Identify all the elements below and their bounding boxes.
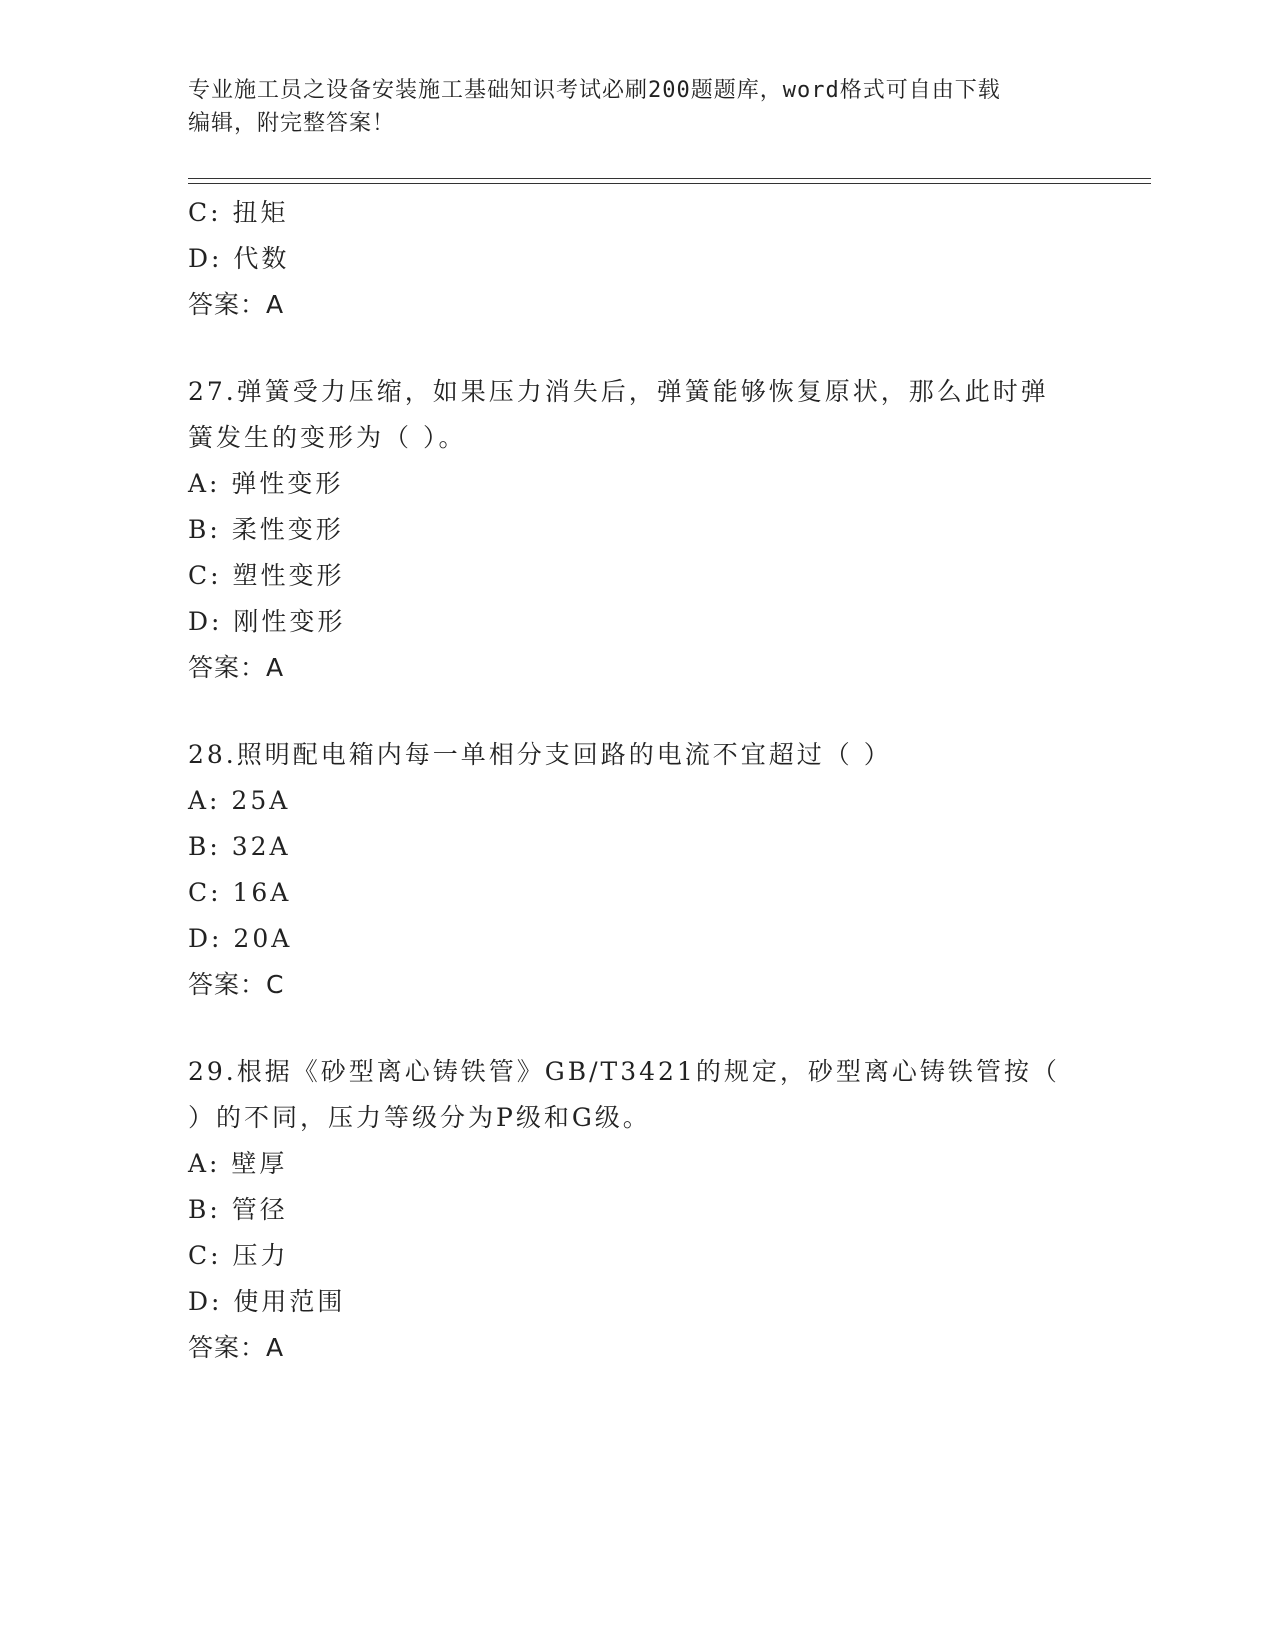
- answer-line: 答案：A: [188, 1333, 285, 1362]
- option-b: B: 柔性变形: [188, 515, 344, 544]
- question-28: [188, 732, 1088, 1008]
- header-divider-bottom: [188, 183, 1151, 184]
- option-c: C: 塑性变形: [188, 561, 345, 590]
- question-27: [188, 369, 1088, 691]
- option-a: A: 壁厚: [188, 1149, 288, 1178]
- spacer: [188, 691, 1088, 732]
- question-text-line-1: 27.弹簧受力压缩，如果压力消失后，弹簧能够恢复原状，那么此时弹: [188, 377, 1049, 406]
- header-line-1: 专业施工员之设备安装施工基础知识考试必刷200题题库，word格式可自由下载: [188, 78, 1001, 103]
- option-b: B: 32A: [188, 832, 291, 861]
- question-text-line-1: 29.根据《砂型离心铸铁管》GB/T3421的规定，砂型离心铸铁管按（: [188, 1057, 1060, 1086]
- document-header: [188, 74, 1088, 140]
- option-c: C: 压力: [188, 1241, 289, 1270]
- question-text-line-2: 簧发生的变形为（ ）。: [188, 423, 467, 452]
- option-a: A: 25A: [188, 786, 291, 815]
- spacer: [188, 328, 1088, 369]
- option-a: A: 弹性变形: [188, 469, 344, 498]
- spacer: [188, 1008, 1088, 1049]
- option-c: C: 16A: [188, 878, 292, 907]
- option-d: D: 刚性变形: [188, 607, 346, 636]
- question-26-continued: [188, 190, 1088, 328]
- option-c: C: 扭矩: [188, 198, 289, 227]
- answer-line: 答案：A: [188, 653, 285, 682]
- question-list: [188, 190, 1088, 1371]
- option-b: B: 管径: [188, 1195, 288, 1224]
- header-divider-top: [188, 178, 1151, 179]
- question-29: [188, 1049, 1088, 1371]
- header-line-2: 编辑，附完整答案！: [188, 111, 396, 136]
- answer-line: 答案：A: [188, 290, 285, 319]
- option-d: D: 使用范围: [188, 1287, 346, 1316]
- question-text-line-2: ）的不同，压力等级分为P级和G级。: [188, 1103, 651, 1132]
- question-text-line-1: 28.照明配电箱内每一单相分支回路的电流不宜超过（ ）: [188, 740, 892, 769]
- answer-line: 答案：C: [188, 970, 285, 999]
- option-d: D: 20A: [188, 924, 293, 953]
- option-d: D: 代数: [188, 244, 290, 273]
